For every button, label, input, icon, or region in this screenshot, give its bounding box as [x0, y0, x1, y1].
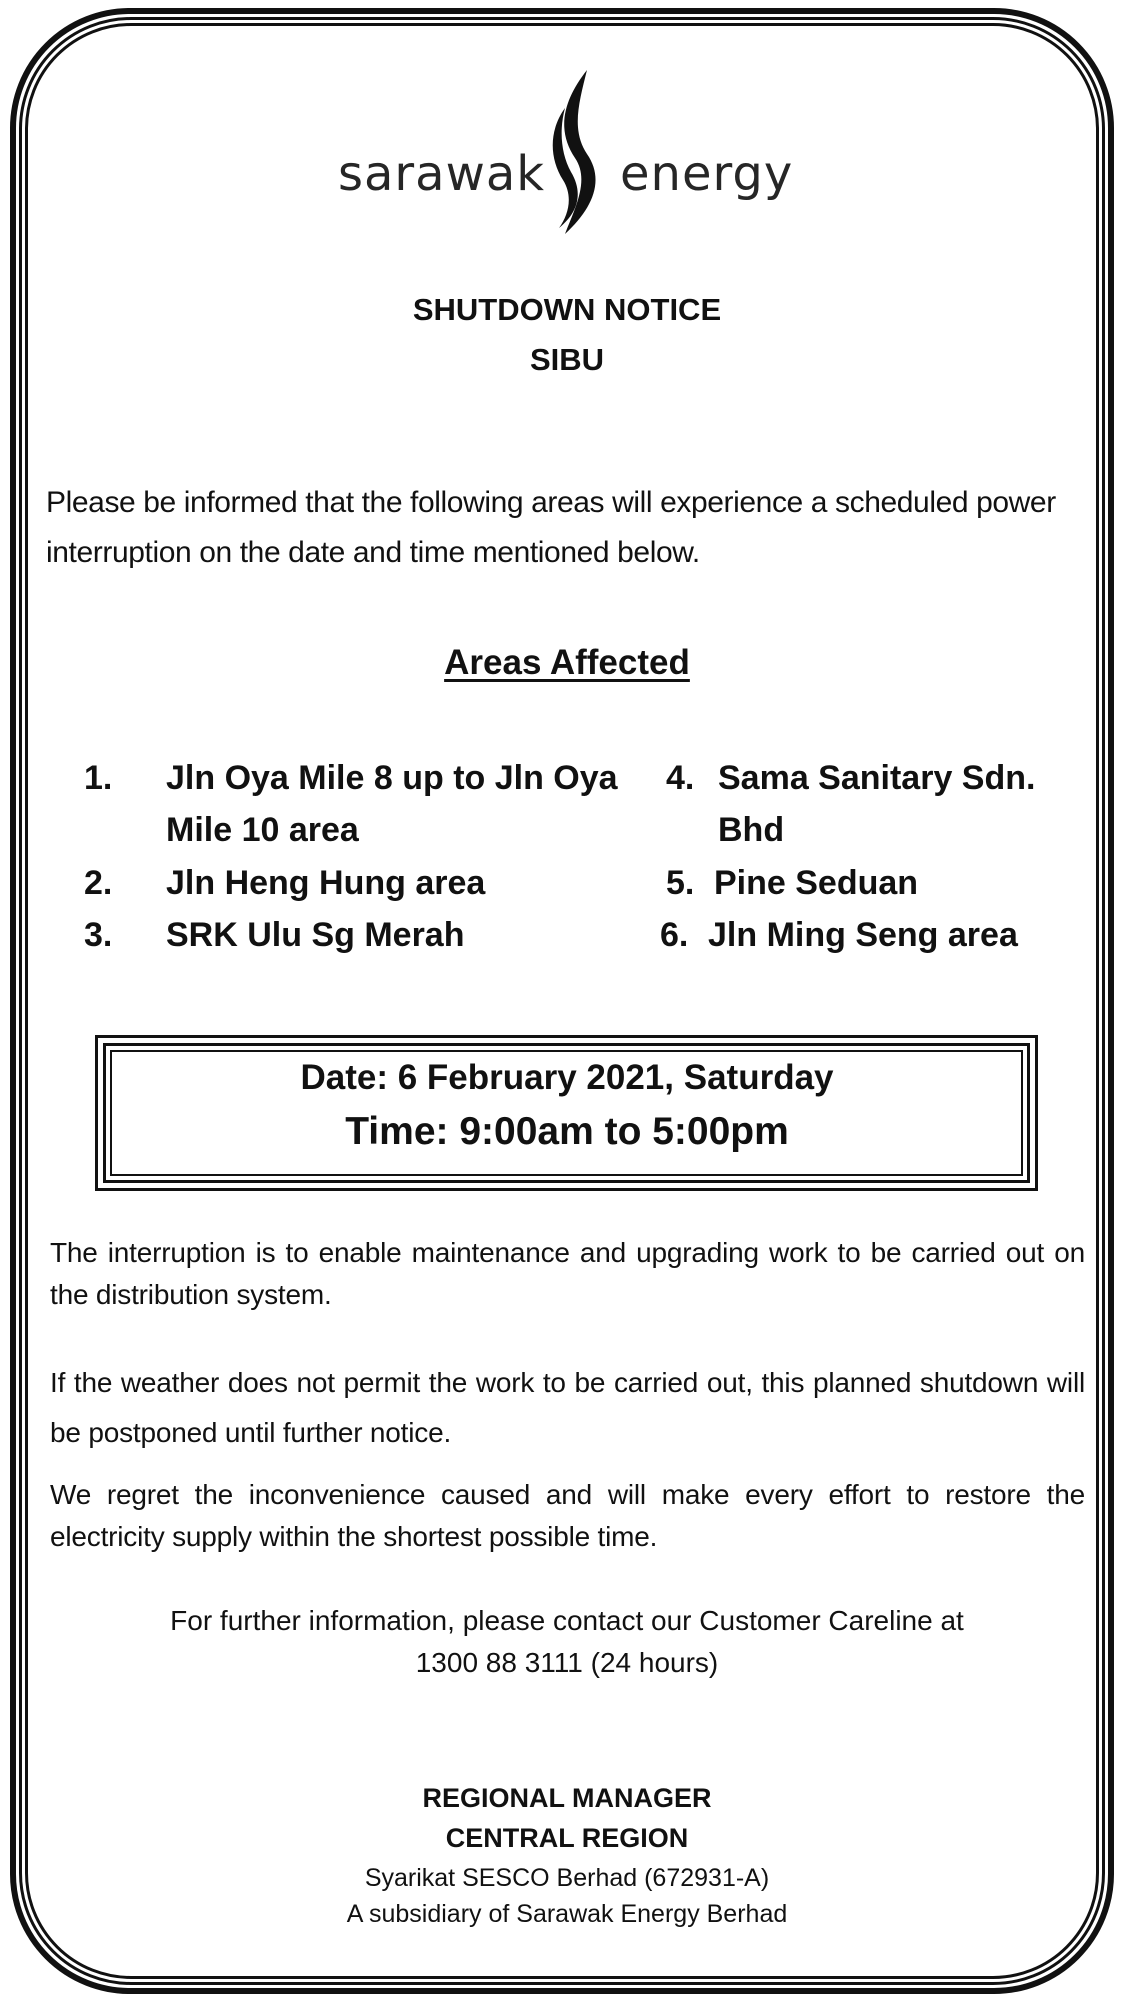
areas-affected-heading: Areas Affected — [444, 643, 690, 682]
area-text-line2: Bhd — [718, 811, 785, 849]
notice-title: SHUTDOWN NOTICE — [412, 292, 722, 327]
contact-line-1: For further information, please contact our Customer Careline at — [170, 1605, 964, 1636]
area-text-line1: Jln Ming Seng area — [708, 916, 1018, 954]
paragraph-maintenance: The interruption is to enable maintenance and upgrading work to be carried out on the distribution system. — [50, 1237, 1085, 1310]
logo-word-left: sarawak — [338, 146, 546, 202]
logo-word-right: energy — [620, 146, 794, 202]
signature-region: CENTRAL REGION — [445, 1823, 689, 1853]
signature-title: REGIONAL MANAGER — [422, 1783, 712, 1813]
paragraph-weather: If the weather does not permit the work to be carried out, this planned shutdown will be postponed until further notice. — [50, 1367, 1085, 1448]
area-text-line1: Pine Seduan — [714, 864, 919, 902]
signature-parent-company: A subsidiary of Sarawak Energy Berhad — [346, 1900, 788, 1928]
area-text-line1: Jln Oya Mile 8 up to Jln Oya — [166, 759, 618, 797]
area-text-line1: Sama Sanitary Sdn. — [718, 759, 1036, 797]
sarawak-energy-logo — [330, 68, 810, 238]
notice-location: SIBU — [529, 342, 605, 377]
area-text-line1: Jln Heng Hung area — [166, 864, 486, 902]
schedule-time: Time: 9:00am to 5:00pm — [345, 1110, 789, 1153]
area-number: 4. — [666, 759, 695, 797]
signature-company: Syarikat SESCO Berhad (672931-A) — [364, 1864, 770, 1892]
area-number: 5. — [666, 864, 695, 902]
area-number: 3. — [84, 916, 113, 954]
careline-number: 1300 88 3111 (24 hours) — [415, 1647, 719, 1678]
area-text-line1: SRK Ulu Sg Merah — [166, 916, 465, 954]
area-number: 2. — [84, 864, 113, 902]
area-number: 1. — [84, 759, 113, 797]
area-text-line2: Mile 10 area — [166, 811, 359, 849]
flame-icon — [535, 68, 625, 238]
schedule-date: Date: 6 February 2021, Saturday — [300, 1058, 834, 1097]
paragraph-regret: We regret the inconvenience caused and will make every effort to restore the electricity supply within the shortest possible time. — [50, 1479, 1085, 1552]
area-number: 6. — [660, 916, 689, 954]
intro-paragraph: Please be informed that the following areas will experience a scheduled power interruption on the date and time mentioned below. — [46, 486, 1056, 569]
